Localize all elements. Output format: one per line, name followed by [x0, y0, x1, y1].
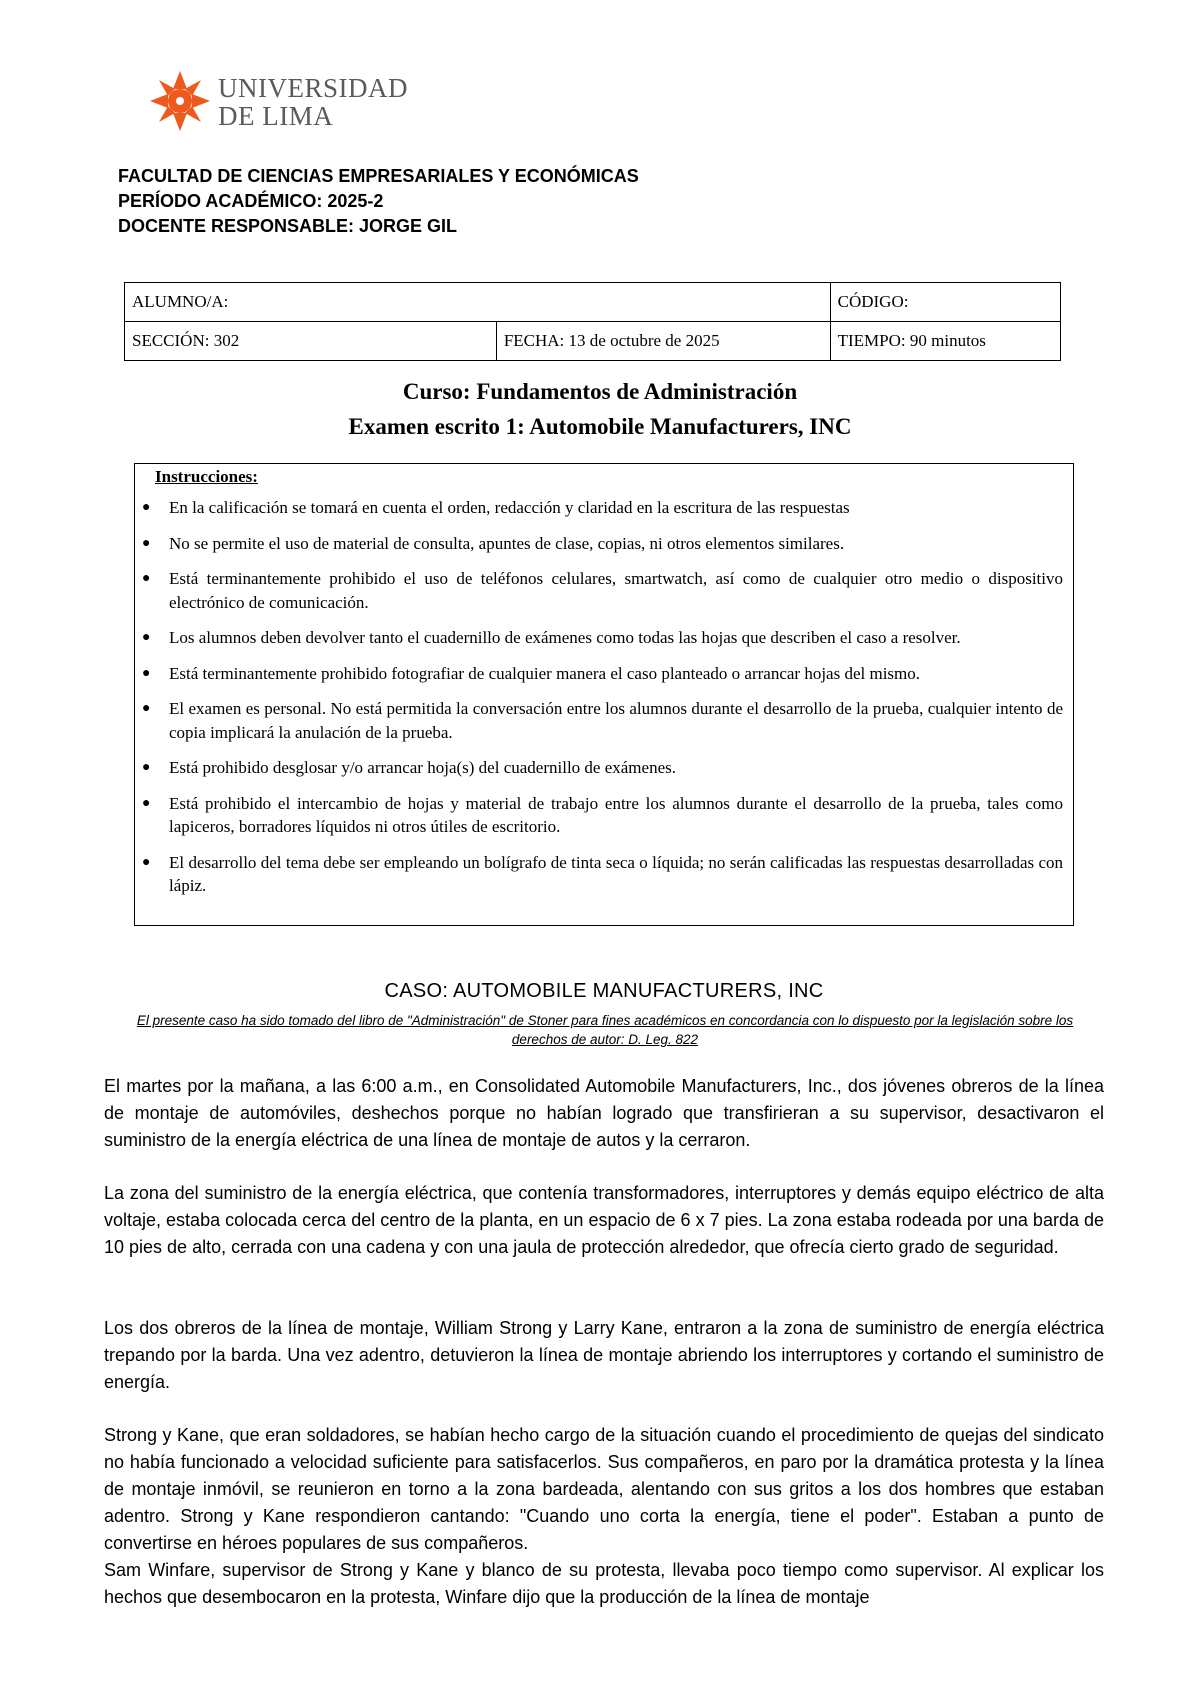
- course-heading: [0, 374, 1200, 444]
- table-row: [125, 283, 1061, 322]
- list-item: [139, 662, 1063, 686]
- section-cell: SECCIÓN: 302: [125, 322, 497, 361]
- list-item: [139, 496, 1063, 520]
- case-paragraph-1: [104, 1073, 1104, 1154]
- instruction-text: Los alumnos deben devolver tanto el cuadernillo de exámenes como todas las hojas que describen el caso a resolver.: [169, 628, 961, 647]
- instructions-title-colon: :: [252, 467, 258, 486]
- instruction-text: Está prohibido el intercambio de hojas y material de trabajo entre los alumnos durante el desarrollo de la prueba, tales como lapiceros, borradores líquidos ni otros útiles de escritorio.: [169, 793, 1063, 836]
- table-row: [125, 322, 1061, 361]
- university-star-icon: [150, 70, 210, 132]
- instructions-list: [139, 496, 1063, 910]
- instruction-text: No se permite el uso de material de consulta, apuntes de clase, copias, ni otros elementos similares.: [169, 533, 845, 553]
- bullet-icon: ●: [142, 854, 151, 870]
- list-item: [139, 532, 1063, 556]
- paragraph-text: Strong y Kane, que eran soldadores, se habían hecho cargo de la situación cuando el procedimiento de quejas del sindicato no había funcionado a velocidad suficiente para satisfacerlos. Sus compañeros, en paro por la dramática protesta y la línea de montaje inmóvil, se reunieron en torno a la zona bardeada, alentando con sus gritos a los dos hombres que estaban adentro. Strong y Kane respondieron cantando: "Cuando uno corta la energía, tiene el poder". Estaban a punto de convertirse en héroes populares de sus compañeros.: [104, 1425, 1104, 1553]
- exam-title: Examen escrito 1: Automobile Manufacturers, INC: [348, 414, 852, 439]
- course-title: Curso: Fundamentos de Administración: [402, 379, 798, 404]
- instructions-box: [134, 463, 1074, 926]
- list-item: [139, 792, 1063, 839]
- code-cell: CÓDIGO:: [830, 283, 1060, 322]
- time-cell: TIEMPO: 90 minutos: [830, 322, 1060, 361]
- case-paragraph-5: [104, 1557, 1104, 1611]
- case-paragraph-2: [104, 1180, 1104, 1261]
- bullet-icon: ●: [142, 760, 151, 775]
- student-info-table: [124, 282, 1061, 361]
- instruction-text: El desarrollo del tema debe ser empleando un bolígrafo de tinta seca o líquida; no serán calificadas las respuestas desarrolladas con lápiz.: [169, 852, 1063, 895]
- case-paragraph-3: [104, 1315, 1104, 1396]
- instruction-text: Está terminantemente prohibido el uso de teléfonos celulares, smartwatch, así como de cualquier otro medio o dispositivo electrónico de comunicación.: [169, 569, 1063, 612]
- bullet-icon: ●: [142, 795, 151, 811]
- list-item: [139, 567, 1063, 614]
- instruction-text: Está prohibido desglosar y/o arrancar hoja(s) del cuadernillo de exámenes.: [169, 758, 676, 777]
- instructions-title-text: Instrucciones: [155, 467, 253, 486]
- date-cell: FECHA: 13 de octubre de 2025: [496, 322, 830, 361]
- bullet-icon: ●: [142, 665, 151, 681]
- bullet-icon: ●: [142, 701, 151, 716]
- bullet-icon: ●: [142, 630, 151, 645]
- list-item: [139, 626, 1063, 650]
- university-name: [218, 74, 408, 130]
- case-paragraph-4: [104, 1422, 1104, 1557]
- period-line: PERÍODO ACADÉMICO: 2025-2: [118, 191, 384, 211]
- exam-header: [118, 164, 639, 239]
- logo-line-2: DE LIMA: [218, 101, 334, 131]
- teacher-line: DOCENTE RESPONSABLE: JORGE GIL: [118, 216, 458, 236]
- paragraph-text: La zona del suministro de la energía eléctrica, que contenía transformadores, interruptores y demás equipo eléctrico de alta voltaje, estaba colocada cerca del centro de la planta, en un espacio de 6 x 7 pies. La zona estaba rodeada por una barda de 10 pies de alto, cerrada con una cadena y con una jaula de protección alrededor, que ofrecía cierto grado de seguridad.: [104, 1183, 1104, 1257]
- instruction-text: En la calificación se tomará en cuenta el orden, redacción y claridad en la escritura de las respuestas: [169, 498, 850, 517]
- paragraph-text: Sam Winfare, supervisor de Strong y Kane y blanco de su protesta, llevaba poco tiempo como supervisor. Al explicar los hechos que desembocaron en la protesta, Winfare dijo que la producción de la línea de montaje: [104, 1560, 1104, 1607]
- instruction-text: El examen es personal. No está permitida la conversación entre los alumnos durante el desarrollo de la prueba, cualquier intento de copia implicará la anulación de la prueba.: [169, 699, 1063, 742]
- bullet-icon: ●: [142, 571, 151, 586]
- bullet-icon: ●: [142, 500, 151, 515]
- instructions-title: [155, 467, 258, 487]
- list-item: [139, 697, 1063, 744]
- logo-line-1: UNIVERSIDAD: [218, 73, 408, 103]
- list-item: [139, 756, 1063, 780]
- case-source-note: El presente caso ha sido tomado del libro de "Administración" de Stoner para fines académicos en concordancia con lo dispuesto por la legislación sobre los derechos de autor: D. Leg. 822: [136, 1013, 1074, 1047]
- case-title: CASO: AUTOMOBILE MANUFACTURERS, INC: [384, 980, 824, 1002]
- list-item: [139, 851, 1063, 898]
- paragraph-text: Los dos obreros de la línea de montaje, William Strong y Larry Kane, entraron a la zona de suministro de energía eléctrica trepando por la barda. Una vez adentro, detuvieron la línea de montaje abriendo los interruptores y cortando el suministro de energía.: [104, 1318, 1104, 1392]
- university-logo: [150, 70, 410, 136]
- paragraph-text: El martes por la mañana, a las 6:00 a.m., en Consolidated Automobile Manufacturers, Inc., dos jóvenes obreros de la línea de montaje de automóviles, deshechos porque no habían logrado que transfirieran a su supervisor, desactivaron el suministro de la energía eléctrica de una línea de montaje de autos y la cerraron.: [104, 1076, 1104, 1150]
- faculty-line: FACULTAD DE CIENCIAS EMPRESARIALES Y ECONÓMICAS: [118, 166, 639, 186]
- student-cell: ALUMNO/A:: [125, 283, 831, 322]
- bullet-icon: ●: [142, 535, 151, 551]
- instruction-text: Está terminantemente prohibido fotografiar de cualquier manera el caso planteado o arrancar hojas del mismo.: [169, 663, 921, 683]
